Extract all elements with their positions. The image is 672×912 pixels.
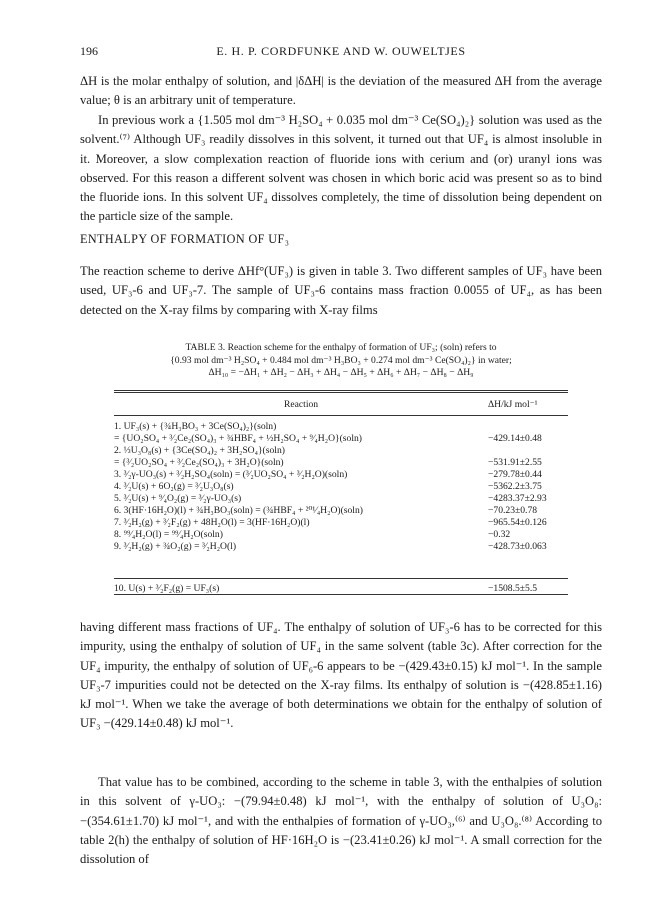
table-header-rule — [114, 415, 568, 416]
table-bottom-rule — [114, 594, 568, 595]
reaction-cell: = {³⁄₂UO₂SO₄ + ³⁄₂Ce₂(SO₄)₃ + 3H₂O}(soln) — [114, 457, 284, 468]
column-header-enthalpy: ΔH/kJ mol⁻¹ — [488, 399, 538, 410]
table-row — [114, 529, 568, 541]
enthalpy-cell: −429.14±0.48 — [488, 433, 542, 444]
table-row — [114, 517, 568, 529]
table-caption-line-1: TABLE 3. Reaction scheme for the enthalpy of formation of UF₃; (soln) refers to — [185, 342, 497, 353]
enthalpy-cell: −5362.2±3.75 — [488, 481, 542, 492]
table-top-rule — [114, 390, 568, 391]
running-title: E. H. P. CORDFUNKE AND W. OUWELTJES — [216, 44, 466, 58]
reaction-cell: 4. ³⁄₂U(s) + 6O₂(g) = ³⁄₂U₃O₈(s) — [114, 481, 234, 492]
paragraph-combination: That value has to be combined, according to the scheme in table 3, with the enthalpies of solution in this solvent of γ-UO₃: −(79.94±0.48) kJ mol⁻¹, with the enthalpy of solution of U₃O₈: −(354.61±1.70) kJ mol⁻¹, and with the enthalpies of formation of γ-UO₃,⁽⁶⁾ and U₃O₈.⁽⁸⁾ According to table 2(h) the enthalpy of solution of HF·16H₂O is −(23.41±0.26) kJ mol⁻¹. A small correction for the dissolution of — [80, 775, 602, 867]
reaction-cell: 9. ³⁄₂H₂(g) + ¾O₂(g) = ³⁄₂H₂O(l) — [114, 541, 237, 552]
reaction-cell: 7. ³⁄₂H₂(g) + ³⁄₂F₂(g) + 48H₂O(l) = 3(HF·16H₂O)(l) — [114, 517, 310, 528]
table-row — [114, 481, 568, 493]
enthalpy-cell: −279.78±0.44 — [488, 469, 542, 480]
enthalpy-cell: −1508.5±5.5 — [488, 583, 538, 594]
table-caption-line-3: ΔH₁₀ = −ΔH₁ + ΔH₂ − ΔH₃ + ΔH₄ − ΔH₅ + ΔH₆ + ΔH₇ − ΔH₈ − ΔH₉ — [208, 367, 474, 379]
page-header — [80, 44, 602, 60]
enthalpy-cell: −4283.37±2.93 — [488, 493, 547, 504]
reaction-cell: 8. ⁹⁹⁄₄H₂O(l) = ⁹⁹⁄₄H₂O(soln) — [114, 529, 223, 540]
paragraph-impurity-correction: having different mass fractions of UF₄. The enthalpy of solution of UF₃-6 has to be corrected for this impurity, using the enthalpy of solution of UF₄ in the same solvent (table 3c). After correction for the UF₄ impurity, the enthalpy of solution of UF₆-6 appears to be −(429.43±0.15) kJ mol⁻¹. In the sample UF₃-7 impurities could not be detected on the X-ray films. Its enthalpy of solution is −(428.85±1.16) kJ mol⁻¹. When we take the average of both determinations we obtain for the enthalpy of solution of UF₃ −(429.14±0.48) kJ mol⁻¹. — [80, 620, 602, 731]
table-row — [114, 541, 568, 553]
table-sum-rule — [114, 578, 568, 579]
enthalpy-cell: −965.54±0.126 — [488, 517, 547, 528]
table-row — [114, 445, 568, 457]
reaction-cell: 6. 3(HF·16H₂O)(l) + ¾H₃BO₃(soln) = (¾HBF₄ + ²⁰¹⁄₄H₂O)(soln) — [114, 505, 363, 516]
column-header-reaction: Reaction — [284, 399, 319, 410]
enthalpy-cell: −531.91±2.55 — [488, 457, 542, 468]
table-row — [114, 493, 568, 505]
enthalpy-cell: −428.73±0.063 — [488, 541, 547, 552]
reaction-cell: 3. ³⁄₂γ-UO₃(s) + ³⁄₂H₂SO₄(soln) = (³⁄₂UO₂SO₄ + ³⁄₂H₂O)(soln) — [114, 469, 348, 480]
enthalpy-cell: −70.23±0.78 — [488, 505, 538, 516]
reaction-cell: 10. U(s) + ³⁄₂F₂(g) = UF₃(s) — [114, 583, 220, 594]
table-row — [114, 421, 568, 433]
table-row — [114, 433, 568, 445]
page-number: 196 — [80, 44, 98, 58]
table-row — [114, 469, 568, 481]
table-row — [114, 505, 568, 517]
reaction-cell: 2. ⅓U₃O₈(s) + {3Ce(SO₄)₂ + 3H₂SO₄}(soln) — [114, 445, 285, 456]
table-top-rule-double — [114, 392, 568, 393]
reaction-cell: 5. ³⁄₂U(s) + ⁹⁄₄O₂(g) = ³⁄₂γ-UO₃(s) — [114, 493, 242, 504]
section-heading: ENTHALPY OF FORMATION OF UF₃ — [80, 232, 290, 246]
paragraph-reaction-scheme: The reaction scheme to derive ΔHf°(UF₃) is given in table 3. Two different samples of UF₃ have been used, UF₃-6 and UF₃-7. The sample of UF₃-6 contains mass fraction 0.0055 of UF₄, as has been detected on the X-ray films by comparing with X-ray films — [80, 264, 602, 317]
table-caption — [135, 342, 547, 380]
table-caption-line-2: {0.93 mol dm⁻³ H₂SO₄ + 0.484 mol dm⁻³ H₃BO₃ + 0.274 mol dm⁻³ Ce(SO₄)₂} in water; — [170, 354, 512, 366]
paragraph-solvent: In previous work a {1.505 mol dm⁻³ H₂SO₄ + 0.035 mol dm⁻³ Ce(SO₄)₂} solution was used as the solvent.⁽⁷⁾ Although UF₃ readily dissolves in this solvent, it turned out that UF₄ is almost insoluble in it. Moreover, a slow complexation reaction of fluoride ions with cerium and (or) uranyl ions was observed. For this reason a different solvent was chosen in which boric acid was present so as to bind the fluoride ions. In this solvent UF₄ dissolves completely, the time of dissolution being dependent on the particle size of the sample. — [80, 113, 602, 224]
reaction-cell: = {UO₂SO₄ + ³⁄₂Ce₂(SO₄)₃ + ¾HBF₄ + ½H₂SO₄ + ⁹⁄₄H₂O}(soln) — [114, 433, 362, 444]
table-row — [114, 457, 568, 469]
enthalpy-cell: −0.32 — [488, 529, 511, 540]
reaction-cell: 1. UF₃(s) + {¾H₃BO₃ + 3Ce(SO₄)₂}(soln) — [114, 421, 277, 432]
paragraph-definitions: ΔH is the molar enthalpy of solution, and |δΔH| is the deviation of the measured ΔH from the average value; θ is an arbitrary unit of temperature. — [80, 74, 602, 108]
